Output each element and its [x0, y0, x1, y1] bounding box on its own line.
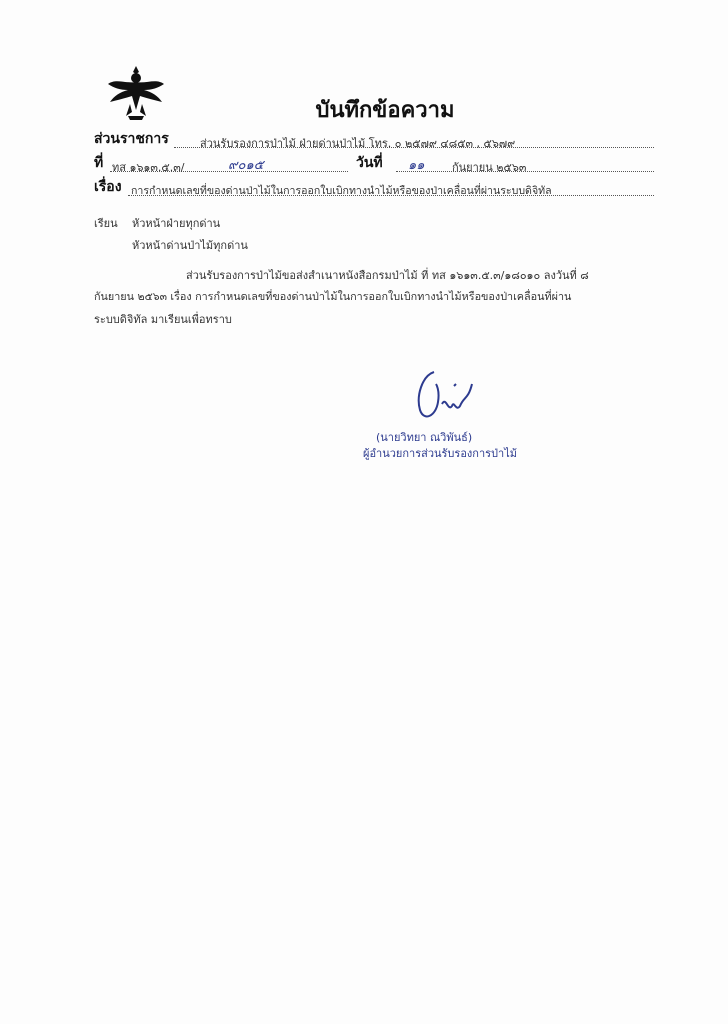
salutation-line-2: หัวหน้าด่านป่าไม้ทุกด่าน: [132, 239, 248, 252]
subject-row: [94, 176, 122, 198]
subject-value: การกำหนดเลขที่ของด่านป่าไม้ในการออกใบเบิกทางนำไม้หรือของป่าเคลื่อนที่ผ่านระบบดิจิทัล: [131, 185, 552, 197]
salutation-prefix: เรียน: [94, 217, 118, 230]
date-row: [356, 152, 383, 174]
reference-row: [94, 152, 103, 174]
department-label: ส่วนราชการ: [94, 131, 169, 147]
reference-number-handwritten: ๙๐๑๕: [228, 158, 264, 173]
body-line-1: ส่วนรับรองการป่าไม้ขอส่งสำเนาหนังสือกรมป่าไม้ ที่ ทส ๑๖๑๓.๕.๓/๑๘๐๑๐ ลงวันที่ ๘: [186, 269, 589, 282]
department-value: ส่วนรับรองการป่าไม้ ฝ่ายด่านป่าไม้ โทร. ๐ ๒๕๗๙ ๔๘๕๓ , ๕๖๗๙: [200, 137, 516, 150]
body-line-3: ระบบดิจิทัล มาเรียนเพื่อทราบ: [94, 313, 232, 326]
reference-value: ทส ๑๖๑๓.๕.๓/: [112, 161, 185, 174]
memo-title: บันทึกข้อความ: [315, 98, 455, 123]
handwritten-signature-icon: [412, 366, 480, 428]
signatory-name: (นายวิทยา ณวิพันธ์): [376, 431, 473, 444]
date-day-handwritten: ๑๑: [408, 158, 425, 173]
date-month-year: กันยายน ๒๕๖๓: [452, 161, 527, 174]
reference-label: ที่: [94, 155, 104, 171]
signatory-position: ผู้อำนวยการส่วนรับรองการป่าไม้: [363, 447, 517, 460]
salutation-line-1: หัวหน้าฝ่ายทุกด่าน: [132, 217, 221, 230]
date-label: วันที่: [356, 155, 383, 171]
body-line-2: กันยายน ๒๕๖๓ เรื่อง การกำหนดเลขที่ของด่านป่าไม้ในการออกใบเบิกทางนำไม้หรือของป่าเคลื่อนที่ผ่าน: [94, 290, 572, 303]
subject-label: เรื่อง: [94, 179, 122, 195]
department-row: [94, 128, 169, 150]
